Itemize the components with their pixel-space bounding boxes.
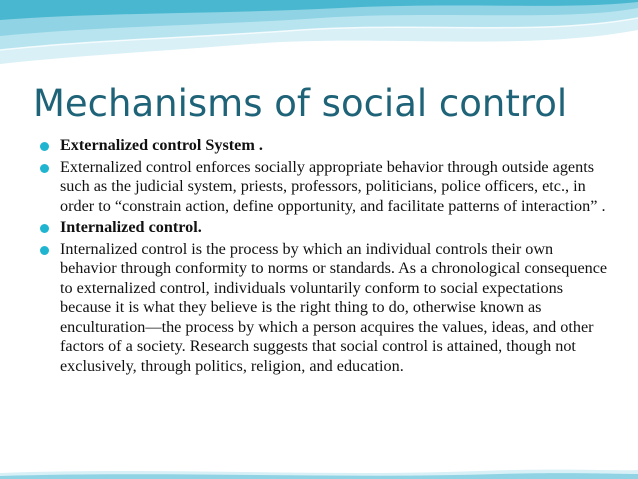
footer-wave-decoration [0, 465, 638, 479]
header-wave-decoration [0, 0, 638, 70]
bullet-dot-icon [40, 224, 49, 233]
bullet-dot-icon [40, 164, 49, 173]
bullet-text: Internalized control is the process by which an individual controls their own behavior through conformity to norms or standards. As a chronological consequence to externalized control, individuals voluntarily conform to social expectations because it is what they believe is the right thing to do, otherwise known as enculturation—the process by which a person acquires the values, ideas, and other factors of a society. Research suggests that social control is attained, though not exclusively, through politics, religion, and education. [60, 239, 608, 375]
slide-title: Mechanisms of social control [33, 82, 568, 125]
bullet-list [40, 136, 610, 378]
bullet-text: Internalized control. [60, 218, 202, 236]
bullet-text: Externalized control enforces socially appropriate behavior through outside agents such as the judicial system, priests, professors, politicians, police officers, etc., in order to “constrain action, define opportunity, and facilitate patterns of interaction” . [60, 157, 606, 215]
bullet-dot-icon [40, 246, 49, 255]
bullet-item [40, 218, 610, 238]
bullet-text: Externalized control System . [60, 136, 263, 154]
bullet-dot-icon [40, 142, 49, 151]
bullet-item [40, 158, 610, 217]
bullet-item [40, 240, 610, 377]
bullet-item [40, 136, 610, 156]
